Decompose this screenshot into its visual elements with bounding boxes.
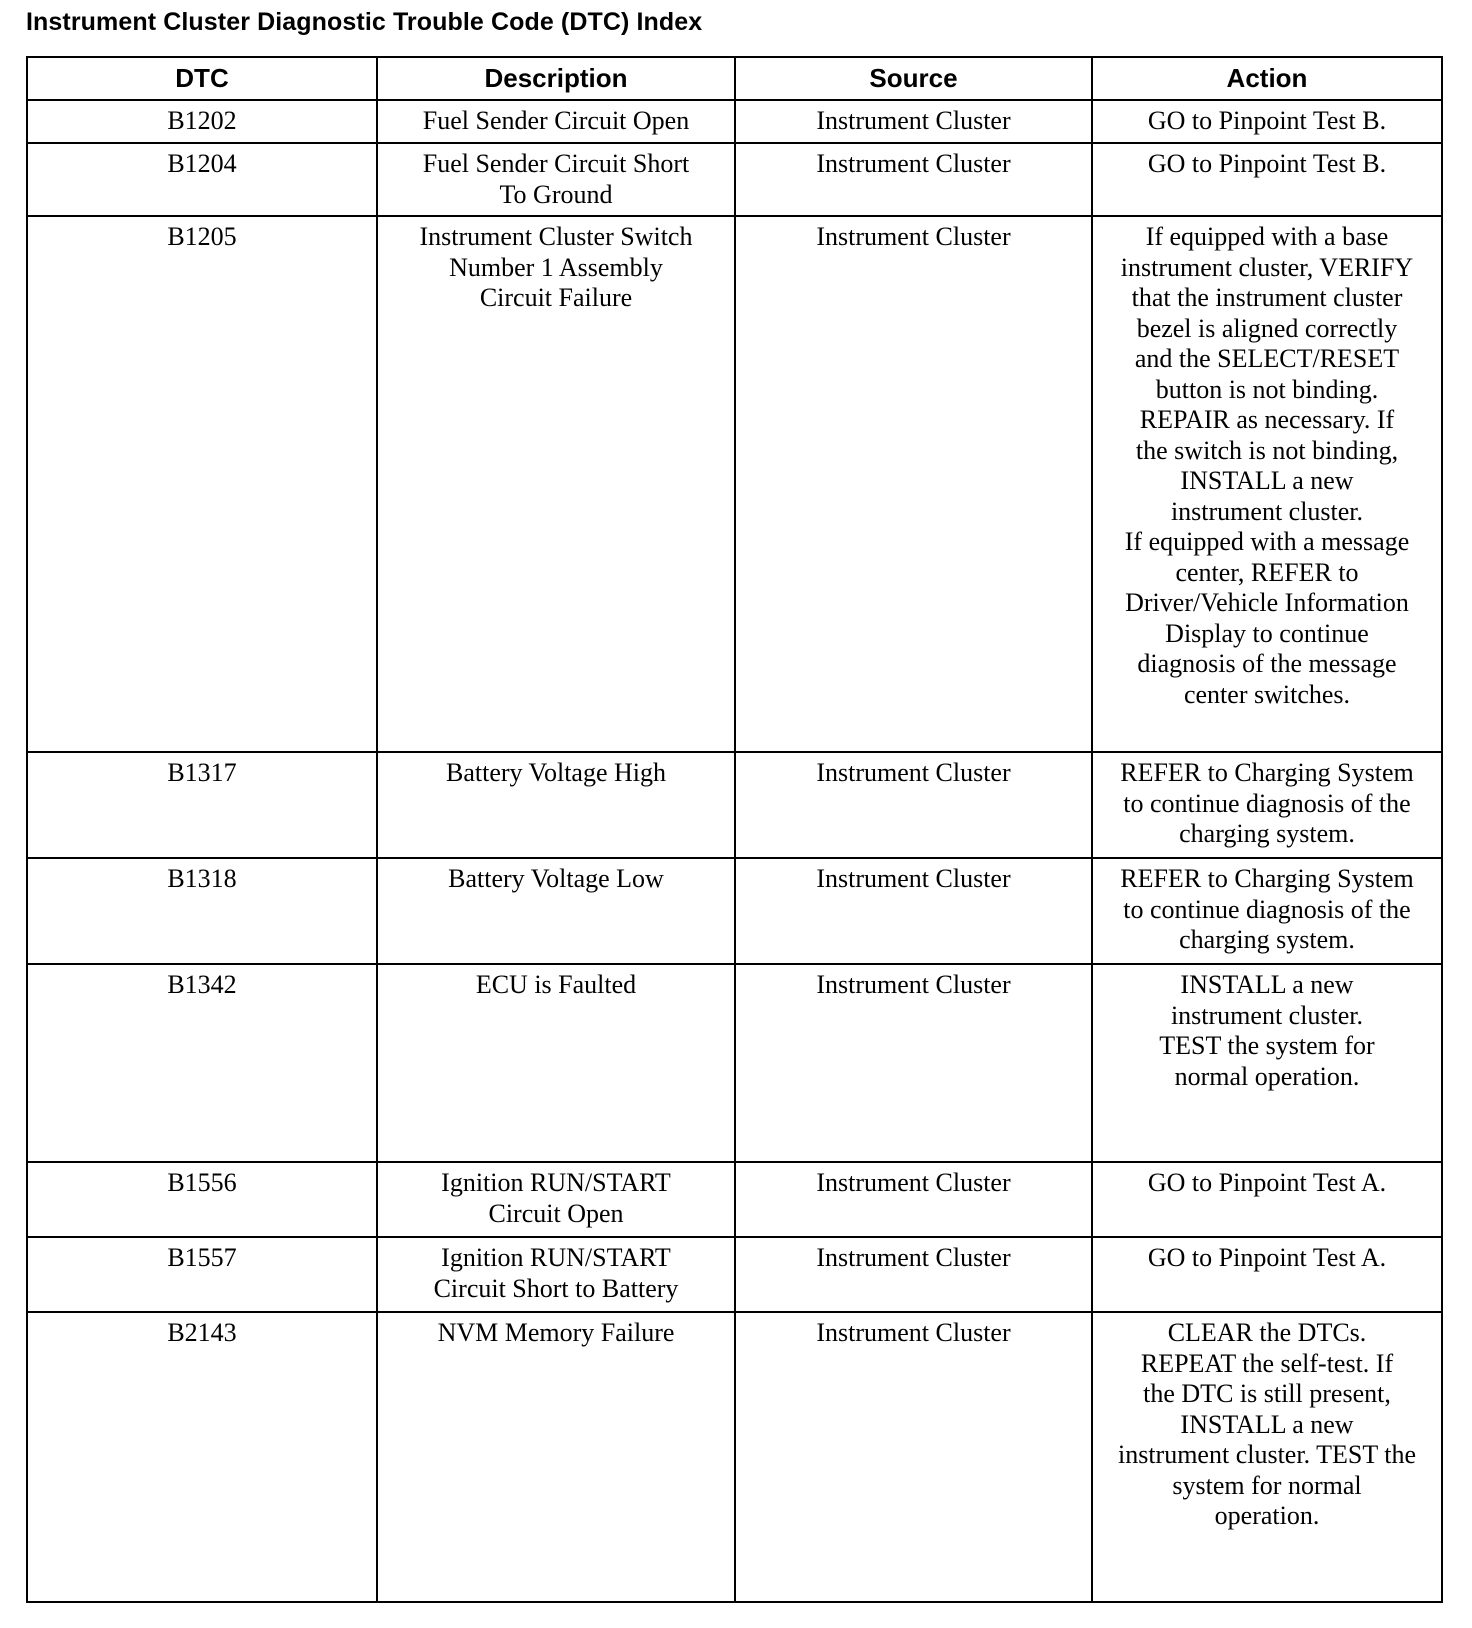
dtc-code-cell — [27, 1237, 377, 1312]
action-cell — [1092, 1237, 1442, 1312]
dtc-code-cell — [27, 752, 377, 858]
source-cell — [735, 752, 1092, 858]
description-cell — [377, 143, 735, 216]
dtc-code-cell — [27, 1162, 377, 1237]
action-cell — [1092, 100, 1442, 143]
table-row — [27, 858, 1442, 964]
dtc-code-cell — [27, 1312, 377, 1602]
description-text: Fuel Sender Circuit Short To Ground — [422, 149, 690, 209]
action-text: GO to Pinpoint Test A. — [1147, 1243, 1387, 1272]
source-cell — [735, 100, 1092, 143]
dtc-code: B1317 — [167, 758, 237, 787]
source-text: Instrument Cluster — [816, 149, 1011, 178]
source-cell — [735, 143, 1092, 216]
page-title: Instrument Cluster Diagnostic Trouble Code (DTC) Index — [26, 8, 703, 36]
table-row — [27, 143, 1442, 216]
source-text: Instrument Cluster — [816, 1318, 1011, 1347]
action-cell — [1092, 216, 1442, 752]
dtc-code-cell — [27, 100, 377, 143]
source-text: Instrument Cluster — [816, 106, 1011, 135]
column-header-action: Action — [1092, 57, 1442, 100]
action-text: GO to Pinpoint Test B. — [1147, 149, 1387, 178]
action-cell — [1092, 858, 1442, 964]
dtc-code: B1557 — [167, 1243, 237, 1272]
description-text: Fuel Sender Circuit Open — [422, 106, 690, 135]
table-header-row — [27, 57, 1442, 100]
action-text: GO to Pinpoint Test A. — [1147, 1168, 1387, 1197]
action-text: If equipped with a base instrument cluster, VERIFY that the instrument cluster bezel is aligned correctly and the SELECT/RESET button is not binding. REPAIR as necessary. If the switch is not binding, INSTALL a new instrument cluster. If equipped with a message center, REFER to Driver/Vehicle Information Display to continue diagnosis of the message center switches. — [1120, 222, 1414, 709]
description-cell — [377, 216, 735, 752]
table-row — [27, 1237, 1442, 1312]
dtc-code-cell — [27, 143, 377, 216]
description-cell — [377, 1237, 735, 1312]
dtc-code-cell — [27, 858, 377, 964]
action-cell — [1092, 964, 1442, 1162]
dtc-code: B2143 — [167, 1318, 237, 1347]
column-header-description: Description — [377, 57, 735, 100]
description-cell — [377, 858, 735, 964]
source-cell — [735, 216, 1092, 752]
dtc-code: B1556 — [167, 1168, 237, 1197]
description-text: Battery Voltage High — [445, 758, 666, 787]
description-text: Ignition RUN/START Circuit Open — [441, 1168, 671, 1228]
table-row — [27, 964, 1442, 1162]
source-text: Instrument Cluster — [816, 1168, 1011, 1197]
action-cell — [1092, 143, 1442, 216]
table-row — [27, 1162, 1442, 1237]
action-cell — [1092, 1162, 1442, 1237]
source-text: Instrument Cluster — [816, 222, 1011, 251]
source-cell — [735, 964, 1092, 1162]
dtc-code: B1342 — [167, 970, 237, 999]
table-row — [27, 1312, 1442, 1602]
dtc-code-cell — [27, 964, 377, 1162]
description-cell — [377, 1162, 735, 1237]
description-cell — [377, 752, 735, 858]
column-header-dtc: DTC — [27, 57, 377, 100]
source-cell — [735, 1162, 1092, 1237]
table-row — [27, 100, 1442, 143]
source-text: Instrument Cluster — [816, 864, 1011, 893]
description-text: NVM Memory Failure — [437, 1318, 675, 1347]
source-text: Instrument Cluster — [816, 970, 1011, 999]
dtc-code: B1202 — [167, 106, 237, 135]
source-text: Instrument Cluster — [816, 758, 1011, 787]
action-text: CLEAR the DTCs. REPEAT the self-test. If the DTC is still present, INSTALL a new instrument cluster. TEST the system for normal operation. — [1117, 1318, 1416, 1530]
column-header-source: Source — [735, 57, 1092, 100]
dtc-code: B1205 — [167, 222, 237, 251]
source-cell — [735, 858, 1092, 964]
dtc-index-table — [26, 56, 1443, 1603]
description-text: Battery Voltage Low — [448, 864, 664, 893]
action-text: INSTALL a new instrument cluster. TEST the system for normal operation. — [1159, 970, 1375, 1091]
action-text: REFER to Charging System to continue diagnosis of the charging system. — [1120, 758, 1414, 848]
action-text: GO to Pinpoint Test B. — [1147, 106, 1387, 135]
dtc-code: B1204 — [167, 149, 237, 178]
action-cell — [1092, 752, 1442, 858]
table-row — [27, 752, 1442, 858]
description-cell — [377, 1312, 735, 1602]
action-cell — [1092, 1312, 1442, 1602]
action-text: REFER to Charging System to continue diagnosis of the charging system. — [1120, 864, 1414, 954]
description-text: Instrument Cluster Switch Number 1 Assembly Circuit Failure — [419, 222, 693, 312]
source-cell — [735, 1237, 1092, 1312]
source-cell — [735, 1312, 1092, 1602]
description-cell — [377, 964, 735, 1162]
description-cell — [377, 100, 735, 143]
source-text: Instrument Cluster — [816, 1243, 1011, 1272]
description-text: Ignition RUN/START Circuit Short to Battery — [433, 1243, 679, 1303]
table-row — [27, 216, 1442, 752]
dtc-code: B1318 — [167, 864, 237, 893]
description-text: ECU is Faulted — [475, 970, 637, 999]
dtc-code-cell — [27, 216, 377, 752]
